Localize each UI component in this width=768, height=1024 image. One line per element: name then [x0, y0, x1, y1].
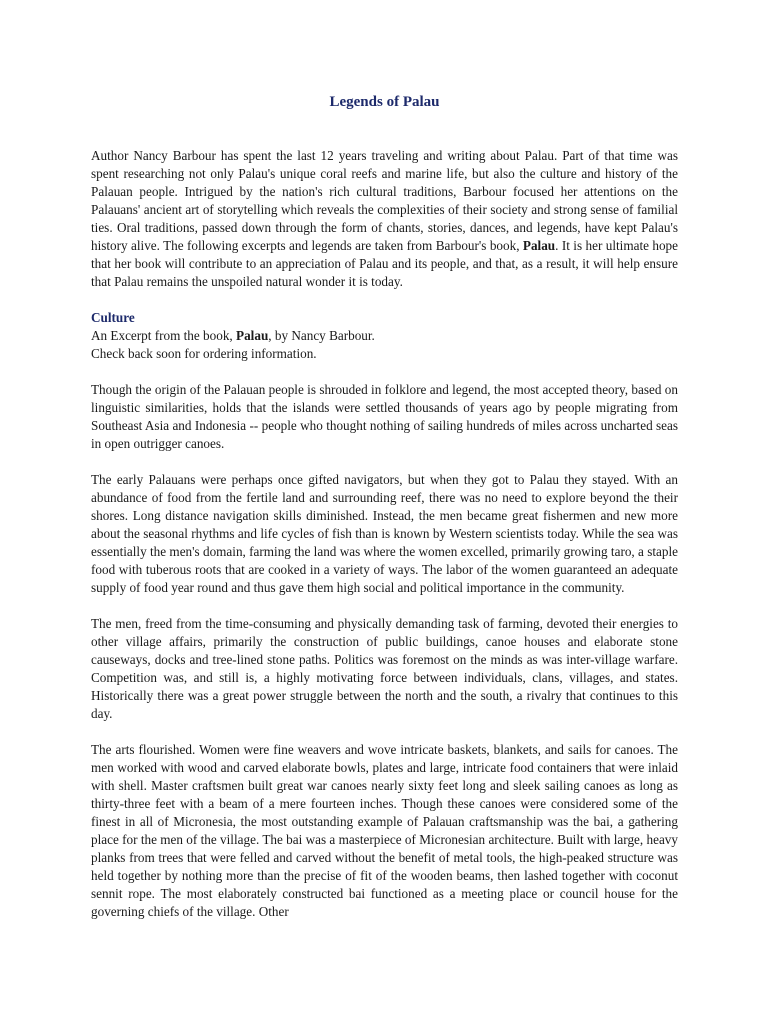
- document-page: [91, 0, 678, 921]
- page-title: Legends of Palau: [329, 94, 440, 110]
- section-heading-culture: Culture: [91, 310, 135, 325]
- intro-paragraph: [91, 147, 678, 291]
- excerpt-credit-start: An Excerpt from the book,: [91, 328, 237, 343]
- excerpt-credit-end: , by Nancy Barbour.: [268, 328, 375, 343]
- intro-text-start: Author Nancy Barbour has spent the last 12 years traveling and writing about Palau. Part of that time was spent researching not only Palau's unique coral reefs and marine life, but also the culture and history of the Palauan people. Intrigued by the nation's rich cultural traditions, Barbour focused her attentions on the Palauans' ancient art of storytelling which reveals the complexities of their society and strong sense of familial ties. Oral traditions, passed down through the form of chants, stories, dances, and legends, have kept Palau's history alive. The following excerpts and legends are taken from Barbour's book,: [91, 148, 678, 253]
- culture-paragraph-navigators: The early Palauans were perhaps once gifted navigators, but when they got to Palau they stayed. With an abundance of food from the fertile land and surrounding reef, there was no need to explore beyond the their shores. Long distance navigation skills diminished. Instead, the men became great fishermen and new more about the seasonal rhythms and life cycles of fish than is known by Western scientists today. While the sea was essentially the men's domain, farming the land was where the women excelled, primarily growing taro, a staple food with tuberous roots that are cooked in a variety of ways. The labor of the women guaranteed an adequate supply of food year round and thus gave them high social and political importance in the community.: [91, 472, 678, 595]
- intro-book-title: Palau: [522, 238, 556, 253]
- intro-text-end: . It is her ultimate hope that her book will contribute to an appreciation of Palau and its people, and that, as a result, it will help ensure that Palau remains the unspoiled natural wonder it is today.: [91, 238, 678, 289]
- ordering-note: Check back soon for ordering information.: [91, 346, 317, 361]
- excerpt-credit: [91, 327, 678, 345]
- culture-paragraph-men: The men, freed from the time-consuming and physically demanding task of farming, devoted their energies to other village affairs, primarily the construction of public buildings, canoe houses and elaborate stone causeways, docks and tree-lined stone paths. Politics was foremost on the minds as was inter-village warfare. Competition was, and still is, a highly motivating force between individuals, clans, villages, and states. Historically there was a great power struggle between the north and the south, a rivalry that continues to this day.: [91, 616, 678, 721]
- excerpt-book-title: Palau: [236, 328, 269, 343]
- culture-paragraph-arts: The arts flourished. Women were fine weavers and wove intricate baskets, blankets, and sails for canoes. The men worked with wood and carved elaborate bowls, plates and large, intricate food containers that were inlaid with shell. Master craftsmen built great war canoes nearly sixty feet long and sleek sailing canoes as long as thirty-three feet with a beam of a mere fourteen inches. Though these canoes were considered some of the finest in all of Micronesia, the most outstanding example of Palauan craftsmanship was the bai, a gathering place for the men of the village. The bai was a masterpiece of Micronesian architecture. Built with large, heavy planks from trees that were felled and carved without the benefit of metal tools, the high-peaked structure was held together by nothing more than the precise of fit of the wooden beams, then lashed together with coconut sennit rope. The most elaborately constructed bai functioned as a meeting place or council house for the governing chiefs of the village. Other: [91, 742, 678, 919]
- culture-paragraph-origin: Though the origin of the Palauan people is shrouded in folklore and legend, the most accepted theory, based on linguistic similarities, holds that the islands were settled thousands of years ago by people migrating from Southeast Asia and Indonesia -- people who thought nothing of sailing hundreds of miles across uncharted seas in open outrigger canoes.: [91, 382, 678, 451]
